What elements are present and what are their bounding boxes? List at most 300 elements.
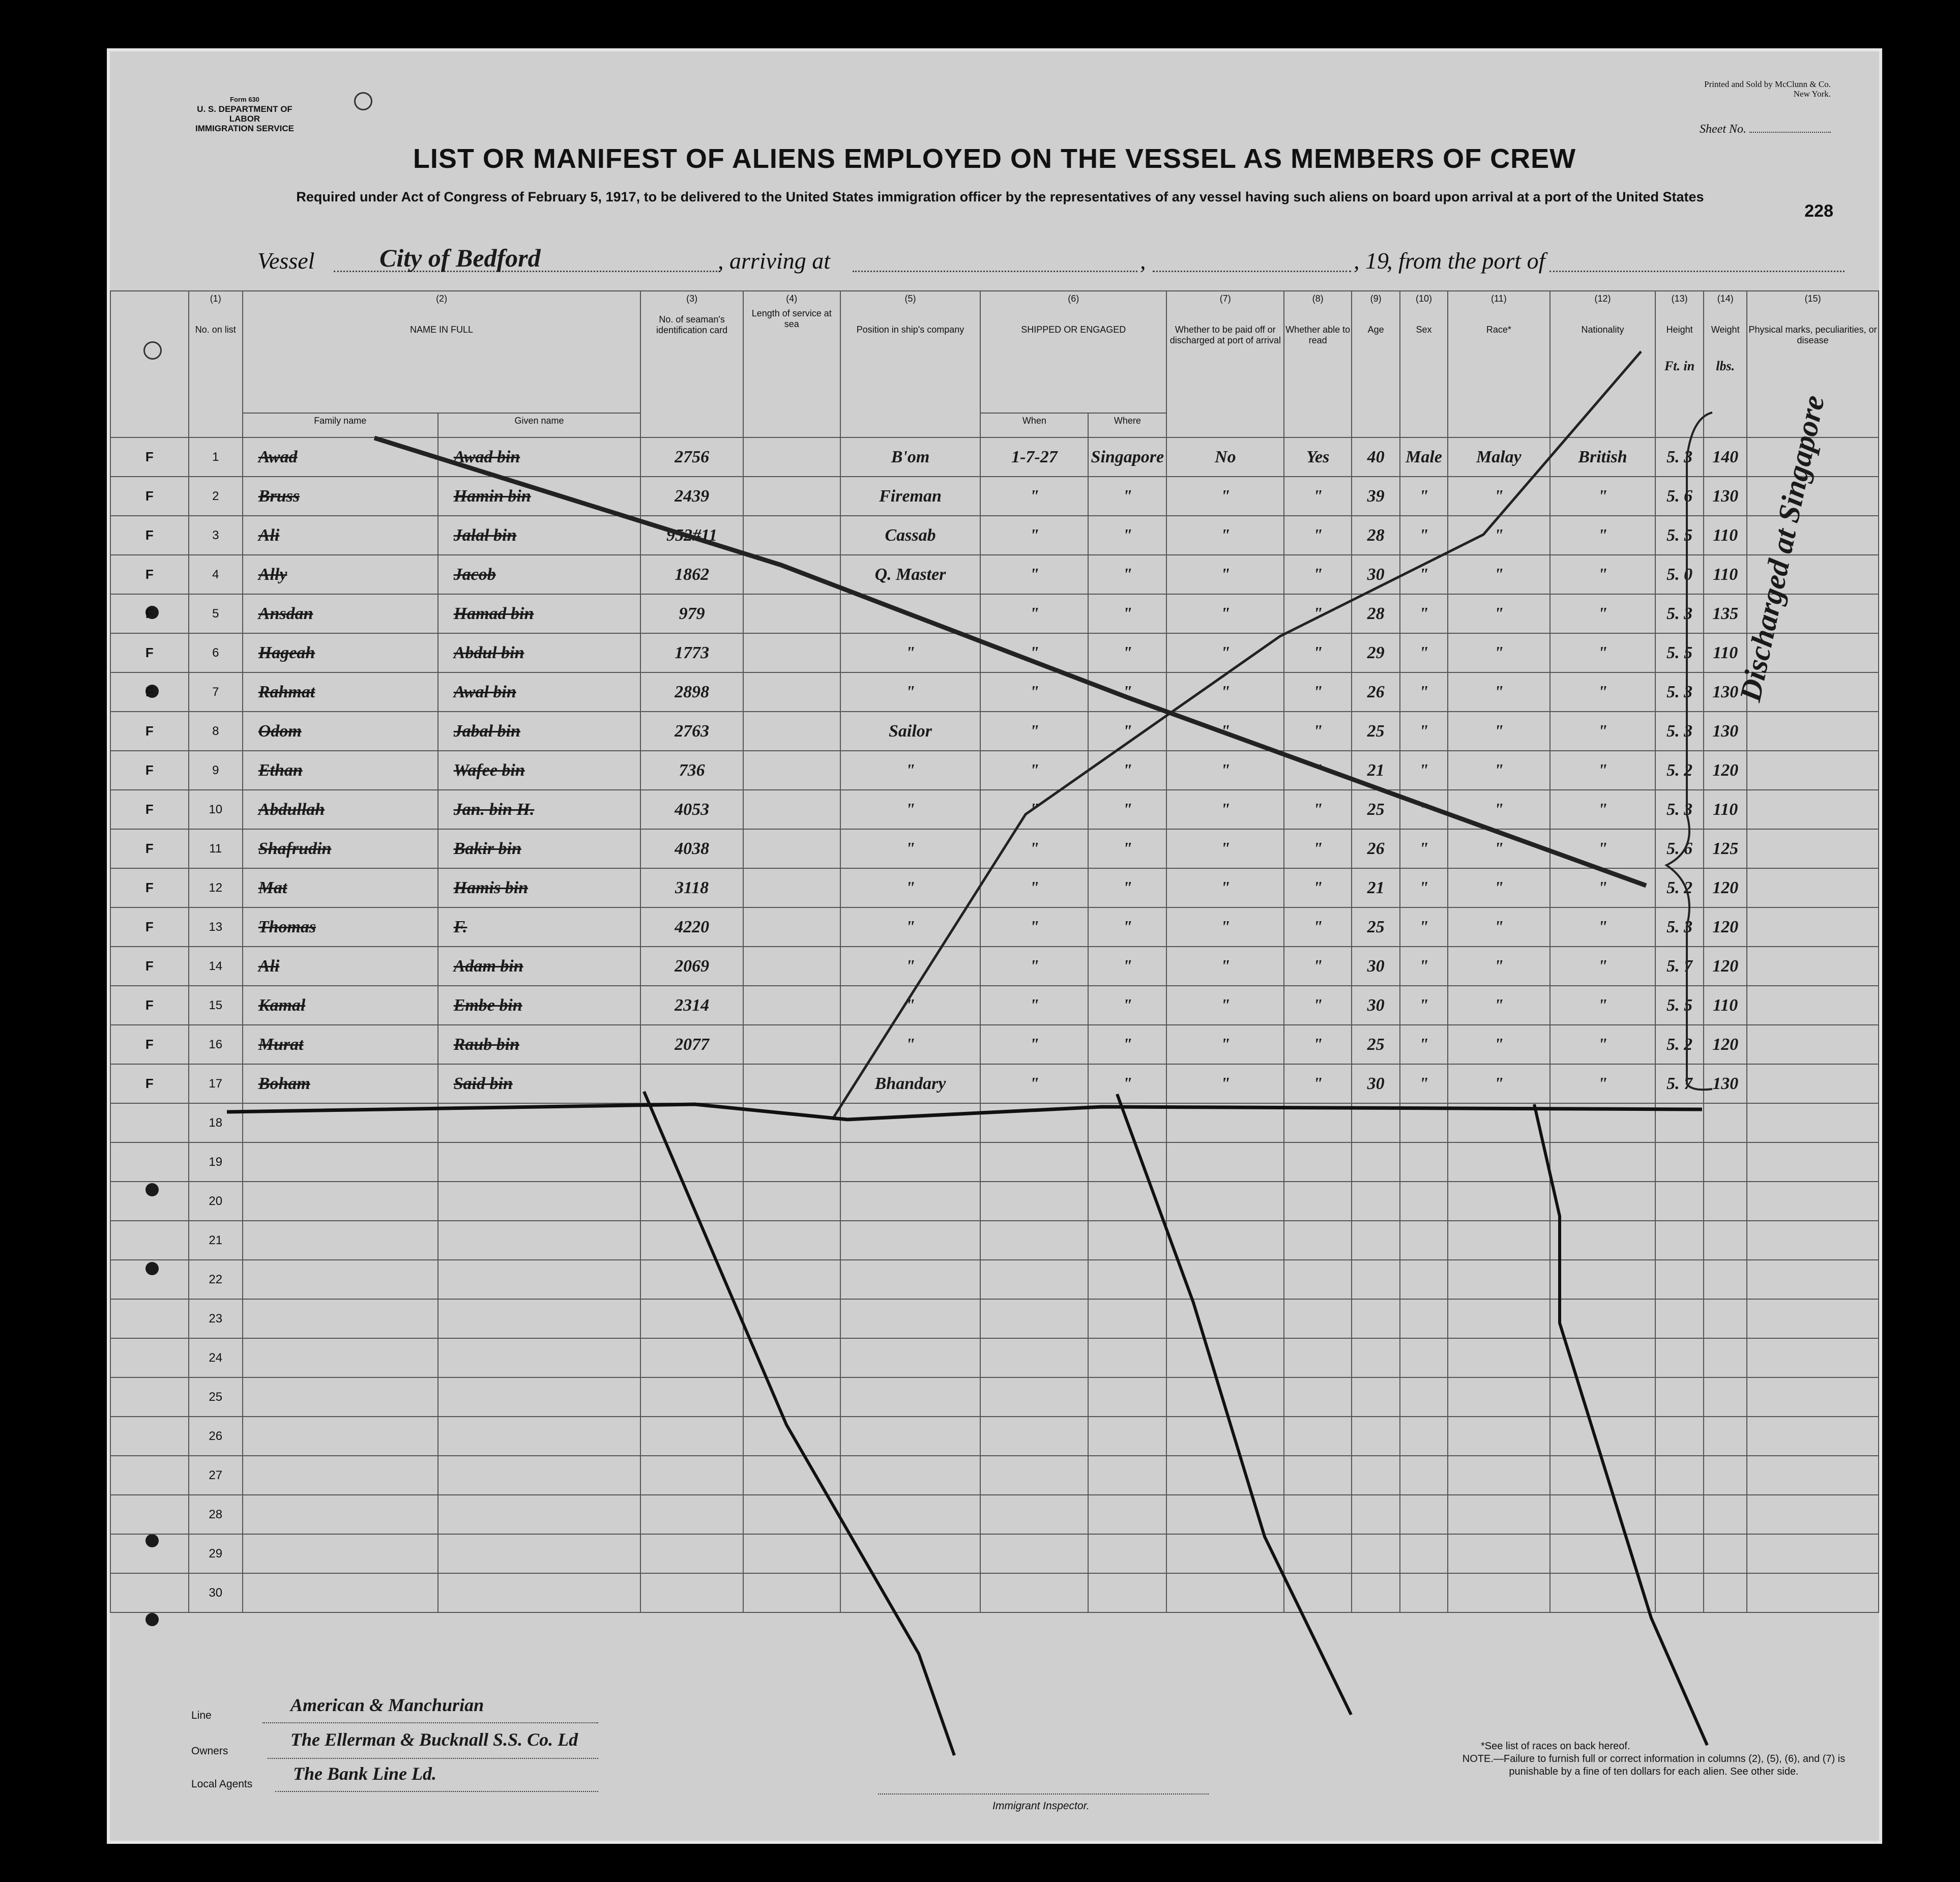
height: 5. 0 <box>1655 555 1704 594</box>
row-mark: F <box>110 986 189 1025</box>
able-to-read: " <box>1284 516 1352 555</box>
position: " <box>840 672 981 712</box>
shipped-where: " <box>1088 1064 1166 1103</box>
line-label: Line <box>191 1710 212 1721</box>
paid-off: " <box>1166 555 1284 594</box>
from-port-label: , from the port of <box>1387 248 1545 274</box>
shipped-when: " <box>980 1025 1088 1064</box>
sex: " <box>1400 672 1447 712</box>
given-name: Bakir bin <box>438 829 641 868</box>
row-number: 25 <box>189 1377 243 1417</box>
paid-off: " <box>1166 751 1284 790</box>
row-number: 7 <box>189 672 243 712</box>
given-name: Wafee bin <box>438 751 641 790</box>
service-name: IMMIGRATION SERVICE <box>195 124 294 133</box>
family-name: Bruss <box>243 477 438 516</box>
end-of-list-line <box>227 1104 1702 1120</box>
given-name: Embe bin <box>438 986 641 1025</box>
card-number: 2756 <box>640 437 743 477</box>
card-number: 3118 <box>640 868 743 907</box>
col-family-header: Family name <box>243 413 438 437</box>
nationality: " <box>1550 1025 1655 1064</box>
given-name: Jalal bin <box>438 516 641 555</box>
sex: Male <box>1400 437 1447 477</box>
shipped-where: " <box>1088 594 1166 633</box>
row-mark: F <box>110 672 189 712</box>
shipped-when: " <box>980 672 1088 712</box>
shipped-where: " <box>1088 1025 1166 1064</box>
shipped-when: " <box>980 868 1088 907</box>
shipped-where: " <box>1088 829 1166 868</box>
age: 30 <box>1352 1064 1400 1103</box>
family-name: Rahmat <box>243 672 438 712</box>
sex: " <box>1400 477 1447 516</box>
given-name: Awad bin <box>438 437 641 477</box>
weight: 110 <box>1704 555 1747 594</box>
nationality: " <box>1550 907 1655 947</box>
strike-lines <box>110 51 1879 1842</box>
sex: " <box>1400 868 1447 907</box>
sex: " <box>1400 986 1447 1025</box>
paid-off: " <box>1166 712 1284 751</box>
row-number: 17 <box>189 1064 243 1103</box>
age: 30 <box>1352 555 1400 594</box>
col-height-header: (13) Height Ft. in <box>1655 291 1704 437</box>
position: Q. Master <box>840 555 981 594</box>
paid-off: " <box>1166 1025 1284 1064</box>
able-to-read: " <box>1284 790 1352 829</box>
age: 25 <box>1352 1025 1400 1064</box>
vessel-name: City of Bedford <box>379 244 541 272</box>
sex: " <box>1400 633 1447 672</box>
col-number-header: (1) No. on list <box>189 291 243 437</box>
line-value: American & Manchurian <box>290 1695 484 1715</box>
position: Bhandary <box>840 1064 981 1103</box>
row-mark: F <box>110 1064 189 1103</box>
shipped-where: " <box>1088 947 1166 986</box>
discharged-note: Discharged at Singapore <box>1733 392 1831 704</box>
paid-off: " <box>1166 516 1284 555</box>
sex: " <box>1400 555 1447 594</box>
paid-off: " <box>1166 790 1284 829</box>
position: " <box>840 633 981 672</box>
given-name: Jan. bin H. <box>438 790 641 829</box>
row-mark: F <box>110 790 189 829</box>
shipped-when: 1-7-27 <box>980 437 1088 477</box>
owners-value: The Ellerman & Bucknall S.S. Co. Ld <box>290 1729 578 1750</box>
sex: " <box>1400 1064 1447 1103</box>
agents-label: Local Agents <box>191 1778 253 1790</box>
given-name: Awal bin <box>438 672 641 712</box>
sex: " <box>1400 751 1447 790</box>
nationality: " <box>1550 633 1655 672</box>
sex: " <box>1400 947 1447 986</box>
height: 5. 3 <box>1655 712 1704 751</box>
age: 29 <box>1352 633 1400 672</box>
department-name: U. S. DEPARTMENT OF LABOR <box>197 104 292 124</box>
sex: " <box>1400 907 1447 947</box>
weight: 125 <box>1704 829 1747 868</box>
position: " <box>840 907 981 947</box>
sex: " <box>1400 829 1447 868</box>
position: Cassab <box>840 516 981 555</box>
row-number: 18 <box>189 1103 243 1142</box>
age: 25 <box>1352 907 1400 947</box>
row-mark: F <box>110 555 189 594</box>
given-name: Hamin bin <box>438 477 641 516</box>
blank-rows-strike <box>1117 1094 1351 1715</box>
able-to-read: " <box>1284 633 1352 672</box>
age: 30 <box>1352 947 1400 986</box>
family-name: Murat <box>243 1025 438 1064</box>
height: 5. 3 <box>1655 672 1704 712</box>
family-name: Ansdan <box>243 594 438 633</box>
able-to-read: " <box>1284 868 1352 907</box>
age: 40 <box>1352 437 1400 477</box>
page-title: LIST OR MANIFEST OF ALIENS EMPLOYED ON THE VESSEL AS MEMBERS OF CREW <box>413 143 1576 174</box>
weight: 120 <box>1704 751 1747 790</box>
race: " <box>1448 516 1550 555</box>
card-number: 736 <box>640 751 743 790</box>
position: " <box>840 868 981 907</box>
paid-off: No <box>1166 437 1284 477</box>
weight: 120 <box>1704 907 1747 947</box>
weight: 130 <box>1704 1064 1747 1103</box>
row-number: 6 <box>189 633 243 672</box>
nationality: British <box>1550 437 1655 477</box>
age: 25 <box>1352 790 1400 829</box>
paid-off: " <box>1166 633 1284 672</box>
col-physical-header: (15) Physical marks, peculiarities, or disease <box>1747 291 1879 437</box>
col-where-header: Where <box>1088 413 1166 437</box>
footer <box>191 1684 1870 1837</box>
shipped-when: " <box>980 790 1088 829</box>
row-mark: F <box>110 829 189 868</box>
col-name-header: (2) NAME IN FULL <box>243 291 641 413</box>
nationality: " <box>1550 555 1655 594</box>
height: 5. 2 <box>1655 868 1704 907</box>
vessel-label: Vessel <box>257 248 315 274</box>
shipped-when: " <box>980 712 1088 751</box>
row-number: 4 <box>189 555 243 594</box>
card-number: 2077 <box>640 1025 743 1064</box>
card-number: 1773 <box>640 633 743 672</box>
card-number: 2898 <box>640 672 743 712</box>
weight: 110 <box>1704 986 1747 1025</box>
card-number: 2314 <box>640 986 743 1025</box>
paid-off: " <box>1166 986 1284 1025</box>
height: 5. 2 <box>1655 751 1704 790</box>
card-number: 4220 <box>640 907 743 947</box>
row-number: 16 <box>189 1025 243 1064</box>
paid-off: " <box>1166 1064 1284 1103</box>
able-to-read: " <box>1284 594 1352 633</box>
family-name: Boham <box>243 1064 438 1103</box>
row-mark: F <box>110 751 189 790</box>
family-name: Shafrudin <box>243 829 438 868</box>
paid-off: " <box>1166 868 1284 907</box>
row-mark: F <box>110 633 189 672</box>
blank-rows-strike <box>1534 1104 1707 1745</box>
row-number: 22 <box>189 1260 243 1299</box>
row-mark: F <box>110 712 189 751</box>
family-name: Thomas <box>243 907 438 947</box>
row-mark: F <box>110 907 189 947</box>
family-name: Kamal <box>243 986 438 1025</box>
card-number: 1862 <box>640 555 743 594</box>
row-number: 13 <box>189 907 243 947</box>
shipped-where: " <box>1088 712 1166 751</box>
race: " <box>1448 1064 1550 1103</box>
able-to-read: " <box>1284 555 1352 594</box>
shipped-where: " <box>1088 868 1166 907</box>
col-read-header: (8) Whether able to read <box>1284 291 1352 437</box>
shipped-where: " <box>1088 633 1166 672</box>
height: 5. 6 <box>1655 829 1704 868</box>
position: " <box>840 751 981 790</box>
family-name: Abdullah <box>243 790 438 829</box>
sex: " <box>1400 790 1447 829</box>
family-name: Hageah <box>243 633 438 672</box>
age: 30 <box>1352 986 1400 1025</box>
nationality: " <box>1550 868 1655 907</box>
able-to-read: " <box>1284 947 1352 986</box>
row-number: 26 <box>189 1417 243 1456</box>
blank-rows-strike <box>644 1092 954 1755</box>
row-number: 1 <box>189 437 243 477</box>
race: " <box>1448 947 1550 986</box>
height: 5. 5 <box>1655 633 1704 672</box>
weight: 130 <box>1704 477 1747 516</box>
given-name: Said bin <box>438 1064 641 1103</box>
weight: 120 <box>1704 1025 1747 1064</box>
row-number: 14 <box>189 947 243 986</box>
height: 5. 2 <box>1655 1025 1704 1064</box>
position: Sailor <box>840 712 981 751</box>
sex: " <box>1400 516 1447 555</box>
row-number: 11 <box>189 829 243 868</box>
able-to-read: " <box>1284 986 1352 1025</box>
card-number: 4053 <box>640 790 743 829</box>
nationality: " <box>1550 477 1655 516</box>
row-mark: F <box>110 594 189 633</box>
card-number: 952#11 <box>640 516 743 555</box>
row-number: 30 <box>189 1573 243 1612</box>
nationality: " <box>1550 751 1655 790</box>
height: 5. 5 <box>1655 986 1704 1025</box>
shipped-when: " <box>980 986 1088 1025</box>
weight: 120 <box>1704 868 1747 907</box>
row-mark: F <box>110 947 189 986</box>
height: 5. 3 <box>1655 790 1704 829</box>
given-name: Jacob <box>438 555 641 594</box>
printer-credit: Printed and Sold by McClunn & Co. New York. <box>1704 79 1831 99</box>
race: " <box>1448 477 1550 516</box>
paid-off: " <box>1166 907 1284 947</box>
given-name: Raub bin <box>438 1025 641 1064</box>
row-mark: F <box>110 477 189 516</box>
age: 25 <box>1352 712 1400 751</box>
age: 39 <box>1352 477 1400 516</box>
height: 5. 6 <box>1655 477 1704 516</box>
given-name: Abdul bin <box>438 633 641 672</box>
shipped-where: " <box>1088 477 1166 516</box>
row-number: 19 <box>189 1142 243 1182</box>
row-number: 5 <box>189 594 243 633</box>
row-mark: F <box>110 1025 189 1064</box>
sex: " <box>1400 712 1447 751</box>
col-shipped-header: (6) SHIPPED OR ENGAGED <box>980 291 1166 413</box>
inspector-label: Immigrant Inspector. <box>992 1800 1090 1812</box>
race: " <box>1448 672 1550 712</box>
shipped-when: " <box>980 516 1088 555</box>
card-number: 979 <box>640 594 743 633</box>
age: 21 <box>1352 868 1400 907</box>
shipped-when: " <box>980 751 1088 790</box>
owners-label: Owners <box>191 1745 228 1757</box>
col-service-header: (4) Length of service at sea <box>743 291 840 437</box>
manifest-sheet <box>107 48 1882 1844</box>
age: 26 <box>1352 829 1400 868</box>
row-number: 23 <box>189 1299 243 1338</box>
paid-off: " <box>1166 477 1284 516</box>
family-name: Awad <box>243 437 438 477</box>
card-number: 2069 <box>640 947 743 986</box>
race: Malay <box>1448 437 1550 477</box>
able-to-read: " <box>1284 829 1352 868</box>
age: 28 <box>1352 594 1400 633</box>
shipped-where: Singapore <box>1088 437 1166 477</box>
nationality: " <box>1550 829 1655 868</box>
row-mark: F <box>110 516 189 555</box>
able-to-read: Yes <box>1284 437 1352 477</box>
family-name: Odom <box>243 712 438 751</box>
weight: 120 <box>1704 947 1747 986</box>
race: " <box>1448 594 1550 633</box>
row-number: 12 <box>189 868 243 907</box>
given-name: Hamis bin <box>438 868 641 907</box>
paid-off: " <box>1166 594 1284 633</box>
shipped-when: " <box>980 1064 1088 1103</box>
position: " <box>840 986 981 1025</box>
height: 5. 3 <box>1655 437 1704 477</box>
family-name: Ally <box>243 555 438 594</box>
race: " <box>1448 986 1550 1025</box>
col-paidoff-header: (7) Whether to be paid off or discharged at port of arrival <box>1166 291 1284 437</box>
nationality: " <box>1550 672 1655 712</box>
weight: 110 <box>1704 633 1747 672</box>
able-to-read: " <box>1284 1064 1352 1103</box>
given-name: Hamad bin <box>438 594 641 633</box>
shipped-where: " <box>1088 790 1166 829</box>
row-number: 21 <box>189 1221 243 1260</box>
race: " <box>1448 790 1550 829</box>
card-number: 2763 <box>640 712 743 751</box>
diagonal-strike <box>374 438 1646 886</box>
able-to-read: " <box>1284 712 1352 751</box>
row-mark: F <box>110 868 189 907</box>
comma-label: , <box>1140 248 1146 274</box>
col-position-header: (5) Position in ship's company <box>840 291 981 437</box>
shipped-where: " <box>1088 751 1166 790</box>
paid-off: " <box>1166 947 1284 986</box>
row-number: 27 <box>189 1456 243 1495</box>
able-to-read: " <box>1284 477 1352 516</box>
col-age-header: (9) Age <box>1352 291 1400 437</box>
shipped-when: " <box>980 477 1088 516</box>
able-to-read: " <box>1284 1025 1352 1064</box>
shipped-when: " <box>980 829 1088 868</box>
row-number: 10 <box>189 790 243 829</box>
nationality: " <box>1550 790 1655 829</box>
form-number: Form 630 <box>230 96 259 103</box>
agents-value: The Bank Line Ld. <box>293 1763 437 1784</box>
able-to-read: " <box>1284 751 1352 790</box>
row-number: 2 <box>189 477 243 516</box>
row-number: 20 <box>189 1182 243 1221</box>
height: 5. 7 <box>1655 1064 1704 1103</box>
col-given-header: Given name <box>438 413 641 437</box>
given-name: Jabal bin <box>438 712 641 751</box>
race: " <box>1448 1025 1550 1064</box>
weight: 130 <box>1704 672 1747 712</box>
weight: 110 <box>1704 516 1747 555</box>
race: " <box>1448 868 1550 907</box>
position: " <box>840 947 981 986</box>
row-mark: F <box>110 437 189 477</box>
nationality: " <box>1550 712 1655 751</box>
nationality: " <box>1550 594 1655 633</box>
shipped-where: " <box>1088 672 1166 712</box>
position: " <box>840 1025 981 1064</box>
col-when-header: When <box>980 413 1088 437</box>
race: " <box>1448 907 1550 947</box>
shipped-where: " <box>1088 907 1166 947</box>
height: 5. 7 <box>1655 947 1704 986</box>
able-to-read: " <box>1284 672 1352 712</box>
row-number: 8 <box>189 712 243 751</box>
nationality: " <box>1550 986 1655 1025</box>
shipped-where: " <box>1088 555 1166 594</box>
weight: 135 <box>1704 594 1747 633</box>
year-label: , 19 <box>1354 248 1389 274</box>
race: " <box>1448 633 1550 672</box>
family-name: Ali <box>243 516 438 555</box>
given-name: Adam bin <box>438 947 641 986</box>
shipped-when: " <box>980 947 1088 986</box>
sheet-number-label: Sheet No. <box>1700 123 1746 136</box>
sex: " <box>1400 1025 1447 1064</box>
card-number: 4038 <box>640 829 743 868</box>
row-number: 15 <box>189 986 243 1025</box>
nationality: " <box>1550 516 1655 555</box>
sex: " <box>1400 594 1447 633</box>
age: 26 <box>1352 672 1400 712</box>
position: " <box>840 790 981 829</box>
height: 5. 3 <box>1655 594 1704 633</box>
row-number: 9 <box>189 751 243 790</box>
shipped-where: " <box>1088 516 1166 555</box>
col-race-header: (11) Race* <box>1448 291 1550 437</box>
race: " <box>1448 555 1550 594</box>
penalty-note: NOTE.—Failure to furnish full or correct information in columns (2), (5), (6), and (7) is punishable by a fine of ten dollars for each alien. See other side. <box>1462 1753 1846 1777</box>
position: B'om <box>840 437 981 477</box>
card-number: 2439 <box>640 477 743 516</box>
stamp-number: 228 <box>1804 201 1833 221</box>
weight: 140 <box>1704 437 1747 477</box>
able-to-read: " <box>1284 907 1352 947</box>
row-number: 24 <box>189 1338 243 1377</box>
